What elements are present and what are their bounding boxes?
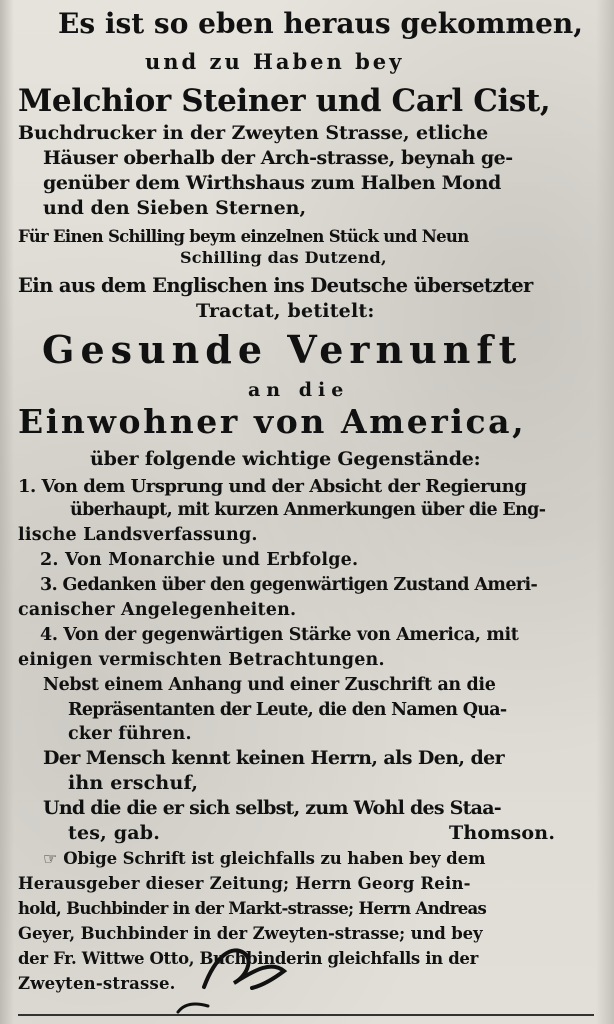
tract-title: Gesunde Vernunft: [42, 327, 523, 372]
contents-item-1-line-2: überhaupt, mit kurzen Anmerkungen über die Eng-: [70, 500, 546, 520]
pointing-hand-icon: ☞: [43, 849, 58, 868]
availability-line-1-text: Obige Schrift ist gleichfalls zu haben bey dem: [63, 849, 486, 868]
quote-line-1: Der Mensch kennt keinen Herrn, als Den, der: [43, 747, 505, 769]
quote-author: Thomson.: [449, 822, 556, 844]
tract-title-connector: an die: [248, 379, 350, 401]
address-line-4: und den Sieben Sternen,: [43, 197, 307, 219]
appendix-line-2: Repräsentanten der Leute, die den Namen Qua-: [68, 700, 507, 720]
quote-line-2: ihn erschuf,: [68, 772, 199, 794]
tract-title-addressees: Einwohner von America,: [18, 402, 527, 441]
announcement-line-2: und zu Haben bey: [145, 49, 405, 74]
left-page-edge: [0, 0, 14, 1024]
contents-heading: über folgende wichtige Gegenstände:: [90, 448, 481, 470]
contents-item-1-line-1: 1. Von dem Ursprung und der Absicht der Regierung: [18, 476, 527, 497]
printers-names: Melchior Steiner und Carl Cist,: [18, 83, 551, 119]
bottom-cut-fragment: [176, 1000, 212, 1014]
tract-intro-line-2: Tractat, betitelt:: [196, 300, 375, 322]
appendix-line-3: cker führen.: [68, 724, 192, 744]
availability-line-1: [43, 851, 485, 868]
availability-line-6: Zweyten-strasse.: [18, 974, 176, 993]
right-page-edge: [596, 0, 614, 1024]
availability-line-4: Geyer, Buchbinder in der Zweyten-strasse; und bey: [18, 924, 483, 943]
contents-item-4-line-2: einigen vermischten Betrachtungen.: [18, 650, 385, 670]
quote-line-3: Und die die er sich selbst, zum Wohl des Staa-: [43, 797, 501, 819]
contents-item-4-line-1: 4. Von der gegenwärtigen Stärke von America, mit: [40, 625, 519, 645]
address-line-2: Häuser oberhalb der Arch-strasse, beynah ge-: [43, 147, 513, 169]
availability-line-5: der Fr. Wittwe Otto, Buchbinderin gleichfalls in der: [18, 949, 478, 968]
address-line-3: genüber dem Wirthshaus zum Halben Mond: [43, 172, 501, 194]
availability-line-3: hold, Buchbinder in der Markt-strasse; Herrn Andreas: [18, 899, 487, 918]
price-line-2: Schilling das Dutzend,: [180, 248, 387, 267]
appendix-line-1: Nebst einem Anhang und einer Zuschrift an die: [43, 675, 496, 695]
tract-intro-line-1: Ein aus dem Englischen ins Deutsche übersetzter: [18, 274, 533, 297]
bottom-rule: [18, 1014, 594, 1016]
availability-line-2: Herausgeber dieser Zeitung; Herrn Georg Rein-: [18, 874, 471, 893]
contents-item-1-line-3: lische Landsverfassung.: [18, 525, 258, 545]
price-line-1: Für Einen Schilling beym einzelnen Stück und Neun: [18, 227, 469, 246]
address-line-1: Buchdrucker in der Zweyten Strasse, etliche: [18, 122, 489, 144]
announcement-line-1: Es ist so eben heraus gekommen,: [58, 7, 584, 40]
quote-line-4: tes, gab.: [68, 822, 161, 844]
contents-item-3-line-1: 3. Gedanken über den gegenwärtigen Zustand Ameri-: [40, 575, 538, 595]
contents-item-2: 2. Von Monarchie und Erbfolge.: [40, 550, 359, 570]
contents-item-3-line-2: canischer Angelegenheiten.: [18, 600, 297, 620]
ink-flourish-mark: [198, 935, 290, 993]
